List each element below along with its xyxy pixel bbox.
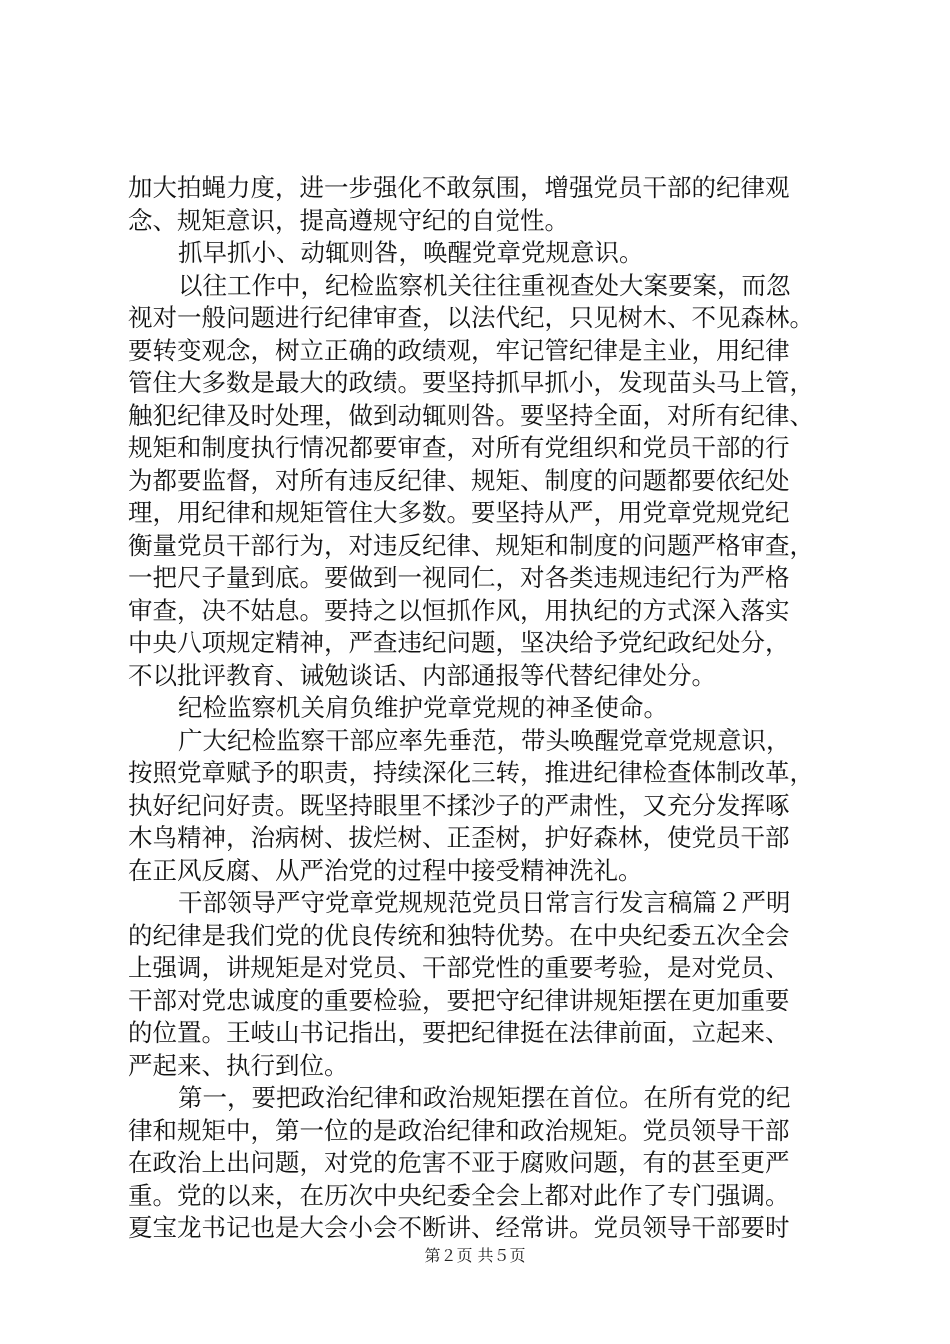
text-line: 要转变观念，树立正确的政绩观，牢记管纪律是主业，用纪律 [128,335,790,365]
text-line: 上强调，讲规矩是对党员、干部党性的重要考验，是对党员、 [128,953,790,982]
text-line: 触犯纪律及时处理，做到动辄则咎。要坚持全面，对所有纪律、 [128,400,814,430]
text-line: 重。党的以来，在历次中央纪委全会上都对此作了专门强调。 [128,1180,790,1210]
document-body [128,172,848,1245]
text-line: 在正风反腐、从严治党的过程中接受精神洗礼。 [128,855,643,885]
text-line: 视对一般问题进行纪律审查，以法代纪，只见树木、不见森林。 [128,303,814,332]
text-line: 按照党章赋予的职责，持续深化三转，推进纪律检查体制改革， [128,758,814,787]
text-line: 的纪律是我们党的优良传统和独特优势。在中央纪委五次全会 [128,920,790,950]
text-line: 规矩和制度执行情况都要审查，对所有党组织和党员干部的行 [128,433,790,462]
text-line: 不以批评教育、诫勉谈话、内部通报等代替纪律处分。 [128,660,716,690]
text-line: 念、规矩意识，提高遵规守纪的自觉性。 [128,205,569,235]
text-line: 衡量党员干部行为，对违反纪律、规矩和制度的问题严格审查， [128,530,814,560]
text-line: 一把尺子量到底。要做到一视同仁，对各类违规违纪行为严格 [128,563,790,592]
text-line: 夏宝龙书记也是大会小会不断讲、经常讲。党员领导干部要时 [128,1213,790,1242]
text-line: 干部对党忠诚度的重要检验，要把守纪律讲规矩摆在更加重要 [128,985,790,1015]
page-number-footer: 第２页 共５页 [424,1246,526,1265]
text-line: 广大纪检监察干部应率先垂范，带头唤醒党章党规意识， [178,725,791,755]
text-line: 管住大多数是最大的政绩。要坚持抓早抓小，发现苗头马上管， [128,368,814,397]
text-line: 在政治上出问题，对党的危害不亚于腐败问题，有的甚至更严 [128,1148,790,1177]
text-line: 为都要监督，对所有违反纪律、规矩、制度的问题都要依纪处 [128,465,790,495]
text-line: 木鸟精神，治病树、拔烂树、正歪树，护好森林，使党员干部 [128,823,790,852]
text-line: 理，用纪律和规矩管住大多数。要坚持从严，用党章党规党纪 [128,498,790,527]
text-line: 第一，要把政治纪律和政治规矩摆在首位。在所有党的纪 [178,1083,791,1112]
text-line: 中央八项规定精神，严查违纪问题，坚决给予党纪政纪处分， [128,628,790,657]
text-line: 加大拍蝇力度，进一步强化不敢氛围，增强党员干部的纪律观 [128,173,790,202]
text-line: 纪检监察机关肩负维护党章党规的神圣使命。 [178,693,668,722]
text-line: 严起来、执行到位。 [128,1050,349,1080]
text-line: 执好纪问好责。既坚持眼里不揉沙子的严肃性，又充分发挥啄 [128,790,790,820]
text-line: 以往工作中，纪检监察机关往往重视查处大案要案，而忽 [178,270,791,300]
text-line: 律和规矩中，第一位的是政治纪律和政治规矩。党员领导干部 [128,1115,790,1145]
text-line: 干部领导严守党章党规规范党员日常言行发言稿篇２严明 [178,888,791,917]
text-line: 的位置。王岐山书记指出，要把纪律挺在法律前面，立起来、 [128,1018,790,1047]
text-line: 审查，决不姑息。要持之以恒抓作风，用执纪的方式深入落实 [128,595,790,625]
text-line: 抓早抓小、动辄则咎，唤醒党章党规意识。 [178,238,644,267]
